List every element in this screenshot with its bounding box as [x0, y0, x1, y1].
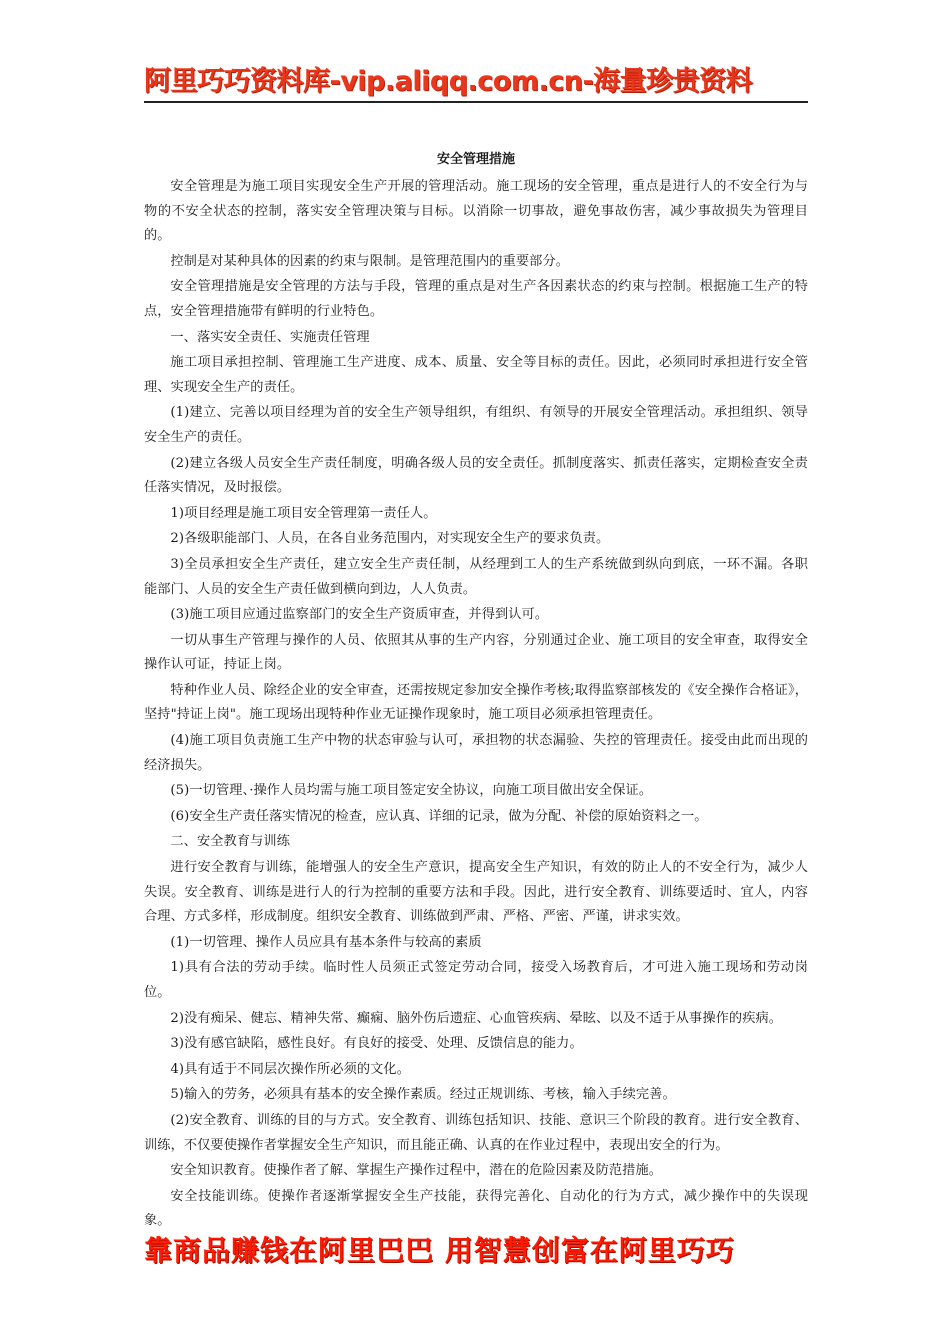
paragraph: 特种作业人员、除经企业的安全审查，还需按规定参加安全操作考核;取得监察部核发的《安全操作合格证》，坚持"持证上岗"。施工现场出现特种作业无证操作现象时，施工项目必须承担管理责任。	[144, 682, 808, 723]
paragraph: (5)一切管理、·操作人员均需与施工项目签定安全协议，向施工项目做出安全保证。	[170, 783, 653, 799]
paragraph: 5)输入的劳务，必须具有基本的安全操作素质。经过正规训练、考核，输入手续完善。	[170, 1087, 676, 1103]
paragraph: (6)安全生产责任落实情况的检查，应认真、详细的记录，做为分配、补偿的原始资料之一。	[170, 808, 708, 824]
paragraph: 安全管理是为施工项目实现安全生产开展的管理活动。施工现场的安全管理，重点是进行人的不安全行为与物的不安全状态的控制，落实安全管理决策与目标。以消除一切事故，避免事故伤害，减少事故损失为管理目的。	[144, 179, 808, 244]
paragraph: (2)建立各级人员安全生产责任制度，明确各级人员的安全责任。抓制度落实、抓责任落实，定期检查安全责任落实情况，及时报偿。	[144, 455, 808, 496]
paragraph: 施工项目承担控制、管理施工生产进度、成本、质量、安全等目标的责任。因此，必须同时承担进行安全管理、实现安全生产的责任。	[144, 355, 808, 395]
paragraph: (4)施工项目负责施工生产中物的状态审验与认可，承担物的状态漏验、失控的管理责任。接受由此而出现的经济损失。	[144, 733, 808, 773]
paragraph: 1)具有合法的劳动手续。临时性人员须正式签定劳动合同，接受入场教育后，才可进入施工现场和劳动岗位。	[144, 960, 808, 1000]
section-heading: 二、安全教育与训练	[170, 834, 290, 850]
header-divider	[144, 101, 808, 103]
paragraph: 4)具有适于不同层次操作所必须的文化。	[170, 1061, 411, 1077]
paragraph: 2)各级职能部门、人员，在各自业务范围内，对实现安全生产的要求负责。	[170, 531, 610, 547]
paragraph: 2)没有痴呆、健忘、精神失常、癫痫、脑外伤后遗症、心血管疾病、晕眩、以及不适于从事操作的疾病。	[170, 1010, 783, 1026]
paragraph: 安全管理措施是安全管理的方法与手段，管理的重点是对生产各因素状态的约束与控制。根据施工生产的特点，安全管理措施带有鲜明的行业特色。	[144, 279, 808, 319]
section-heading: 一、落实安全责任、实施责任管理	[170, 329, 370, 345]
paragraph: 控制是对某种具体的因素的约束与限制。是管理范围内的重要部分。	[170, 253, 570, 269]
paragraph: 进行安全教育与训练，能增强人的安全生产意识，提高安全生产知识，有效的防止人的不安全行为，减少人失误。安全教育、训练是进行人的行为控制的重要方法和手段。因此，进行安全教育、训练要适时、宜人，内容合理、方式多样，形成制度。组织安全教育、训练做到严肃、严格、严密、严谨，讲求实效。	[144, 860, 808, 925]
paragraph: (2)安全教育、训练的目的与方式。安全教育、训练包括知识、技能、意识三个阶段的教育。进行安全教育、训练，不仅要使操作者掌握安全生产知识，而且能正确、认真的在作业过程中，表现出安全的行为。	[144, 1112, 808, 1153]
header-banner: 阿里巧巧资料库-vip.aliqq.com.cn-海量珍贵资料	[144, 66, 753, 97]
paragraph: 一切从事生产管理与操作的人员、依照其从事的生产内容，分别通过企业、施工项目的安全审查，取得安全操作认可证，持证上岗。	[144, 632, 808, 673]
paragraph: 1)项目经理是施工项目安全管理第一责任人。	[170, 505, 437, 521]
paragraph: 安全知识教育。使操作者了解、掌握生产操作过程中，潜在的危险因素及防范措施。	[170, 1163, 663, 1179]
document-title: 安全管理措施	[436, 152, 515, 167]
paragraph: (1)一切管理、操作人员应具有基本条件与较高的素质	[170, 934, 482, 950]
paragraph: (3)施工项目应通过监察部门的安全生产资质审查，并得到认可。	[170, 607, 549, 623]
paragraph: 安全技能训练。使操作者逐渐掌握安全生产技能，获得完善化、自动化的行为方式，减少操作中的失误现象。	[144, 1188, 808, 1229]
footer-banner: 靠商品赚钱在阿里巴巴 用智慧创富在阿里巧巧	[144, 1234, 735, 1267]
document-body	[144, 175, 808, 1235]
paragraph: (1)建立、完善以项目经理为首的安全生产领导组织，有组织、有领导的开展安全管理活动。承担组织、领导安全生产的责任。	[144, 405, 808, 445]
paragraph: 3)全员承担安全生产责任，建立安全生产责任制，从经理到工人的生产系统做到纵向到底，一环不漏。各职能部门、人员的安全生产责任做到横向到边，人人负责。	[144, 556, 808, 597]
paragraph: 3)没有感官缺陷，感性良好。有良好的接受、处理、反馈信息的能力。	[170, 1036, 583, 1052]
